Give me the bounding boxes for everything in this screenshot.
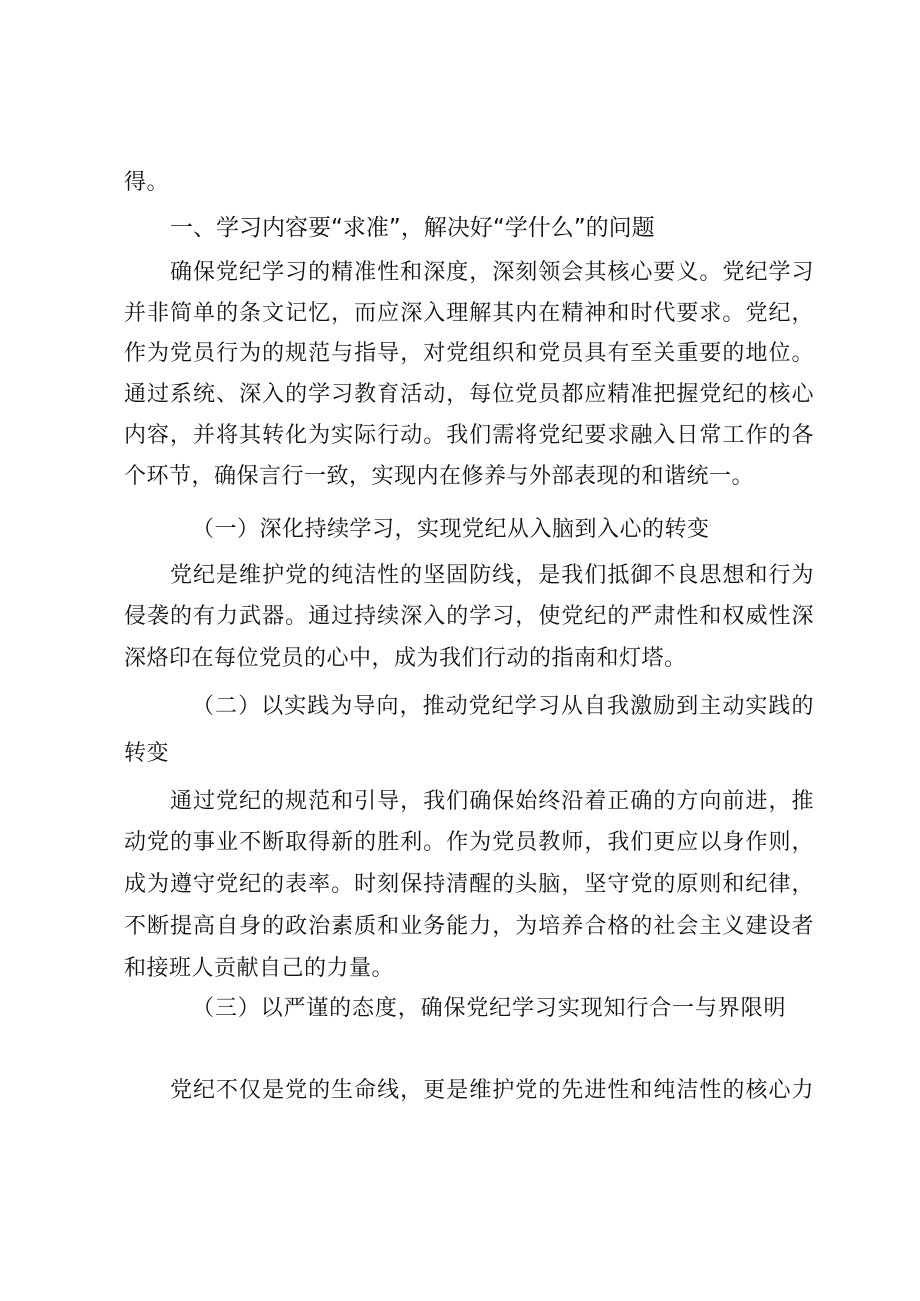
- paragraph-line: 和接班人贡献自己的力量。: [124, 956, 395, 981]
- paragraph-line: 作为党员行为的规范与指导，对党组织和党员具有至关重要的地位。: [124, 341, 814, 366]
- subheading: 转变: [124, 741, 170, 766]
- subheading: （二）以实践为导向，推动党纪学习从自我激励到主动实践的: [192, 694, 814, 719]
- paragraph-line: 确保党纪学习的精准性和深度，深刻领会其核心要义。党纪学习: [170, 260, 814, 285]
- subheading: （一）深化持续学习，实现党纪从入脑到入心的转变: [192, 517, 710, 542]
- paragraph-line: 侵袭的有力武器。通过持续深入的学习，使党纪的严肃性和权威性深: [124, 604, 814, 629]
- subheading: （三）以严谨的态度，确保党纪学习实现知行合一与界限明: [192, 996, 786, 1021]
- paragraph-line: 内容，并将其转化为实际行动。我们需将党纪要求融入日常工作的各: [124, 423, 814, 448]
- paragraph-line: 成为遵守党纪的表率。时刻保持清醒的头脑，坚守党的原则和纪律，: [124, 872, 814, 897]
- paragraph-line: 并非简单的条文记忆，而应深入理解其内在精神和时代要求。党纪，: [124, 301, 814, 326]
- section-heading: 一、学习内容要“求准”，解决好“学什么”的问题: [170, 215, 655, 241]
- paragraph-line: 党纪是维护党的纯洁性的坚固防线，是我们抵御不良思想和行为: [170, 563, 814, 588]
- paragraph-line: 个环节，确保言行一致，实现内在修养与外部表现的和谐统一。: [124, 464, 755, 489]
- paragraph-line: 不断提高自身的政治素质和业务能力，为培养合格的社会主义建设者: [124, 914, 814, 939]
- paragraph-line: 动党的事业不断取得新的胜利。作为党员教师，我们更应以身作则，: [124, 830, 814, 855]
- paragraph-line: 通过系统、深入的学习教育活动，每位党员都应精准把握党纪的核心: [124, 382, 814, 407]
- paragraph-line: 党纪不仅是党的生命线，更是维护党的先进性和纯洁性的核心力: [170, 1078, 814, 1103]
- paragraph-line: 深烙印在每位党员的心中，成为我们行动的指南和灯塔。: [124, 646, 687, 671]
- paragraph-line: 通过党纪的规范和引导，我们确保始终沿着正确的方向前进，推: [170, 789, 814, 814]
- carry-over-text: 得。: [124, 170, 170, 195]
